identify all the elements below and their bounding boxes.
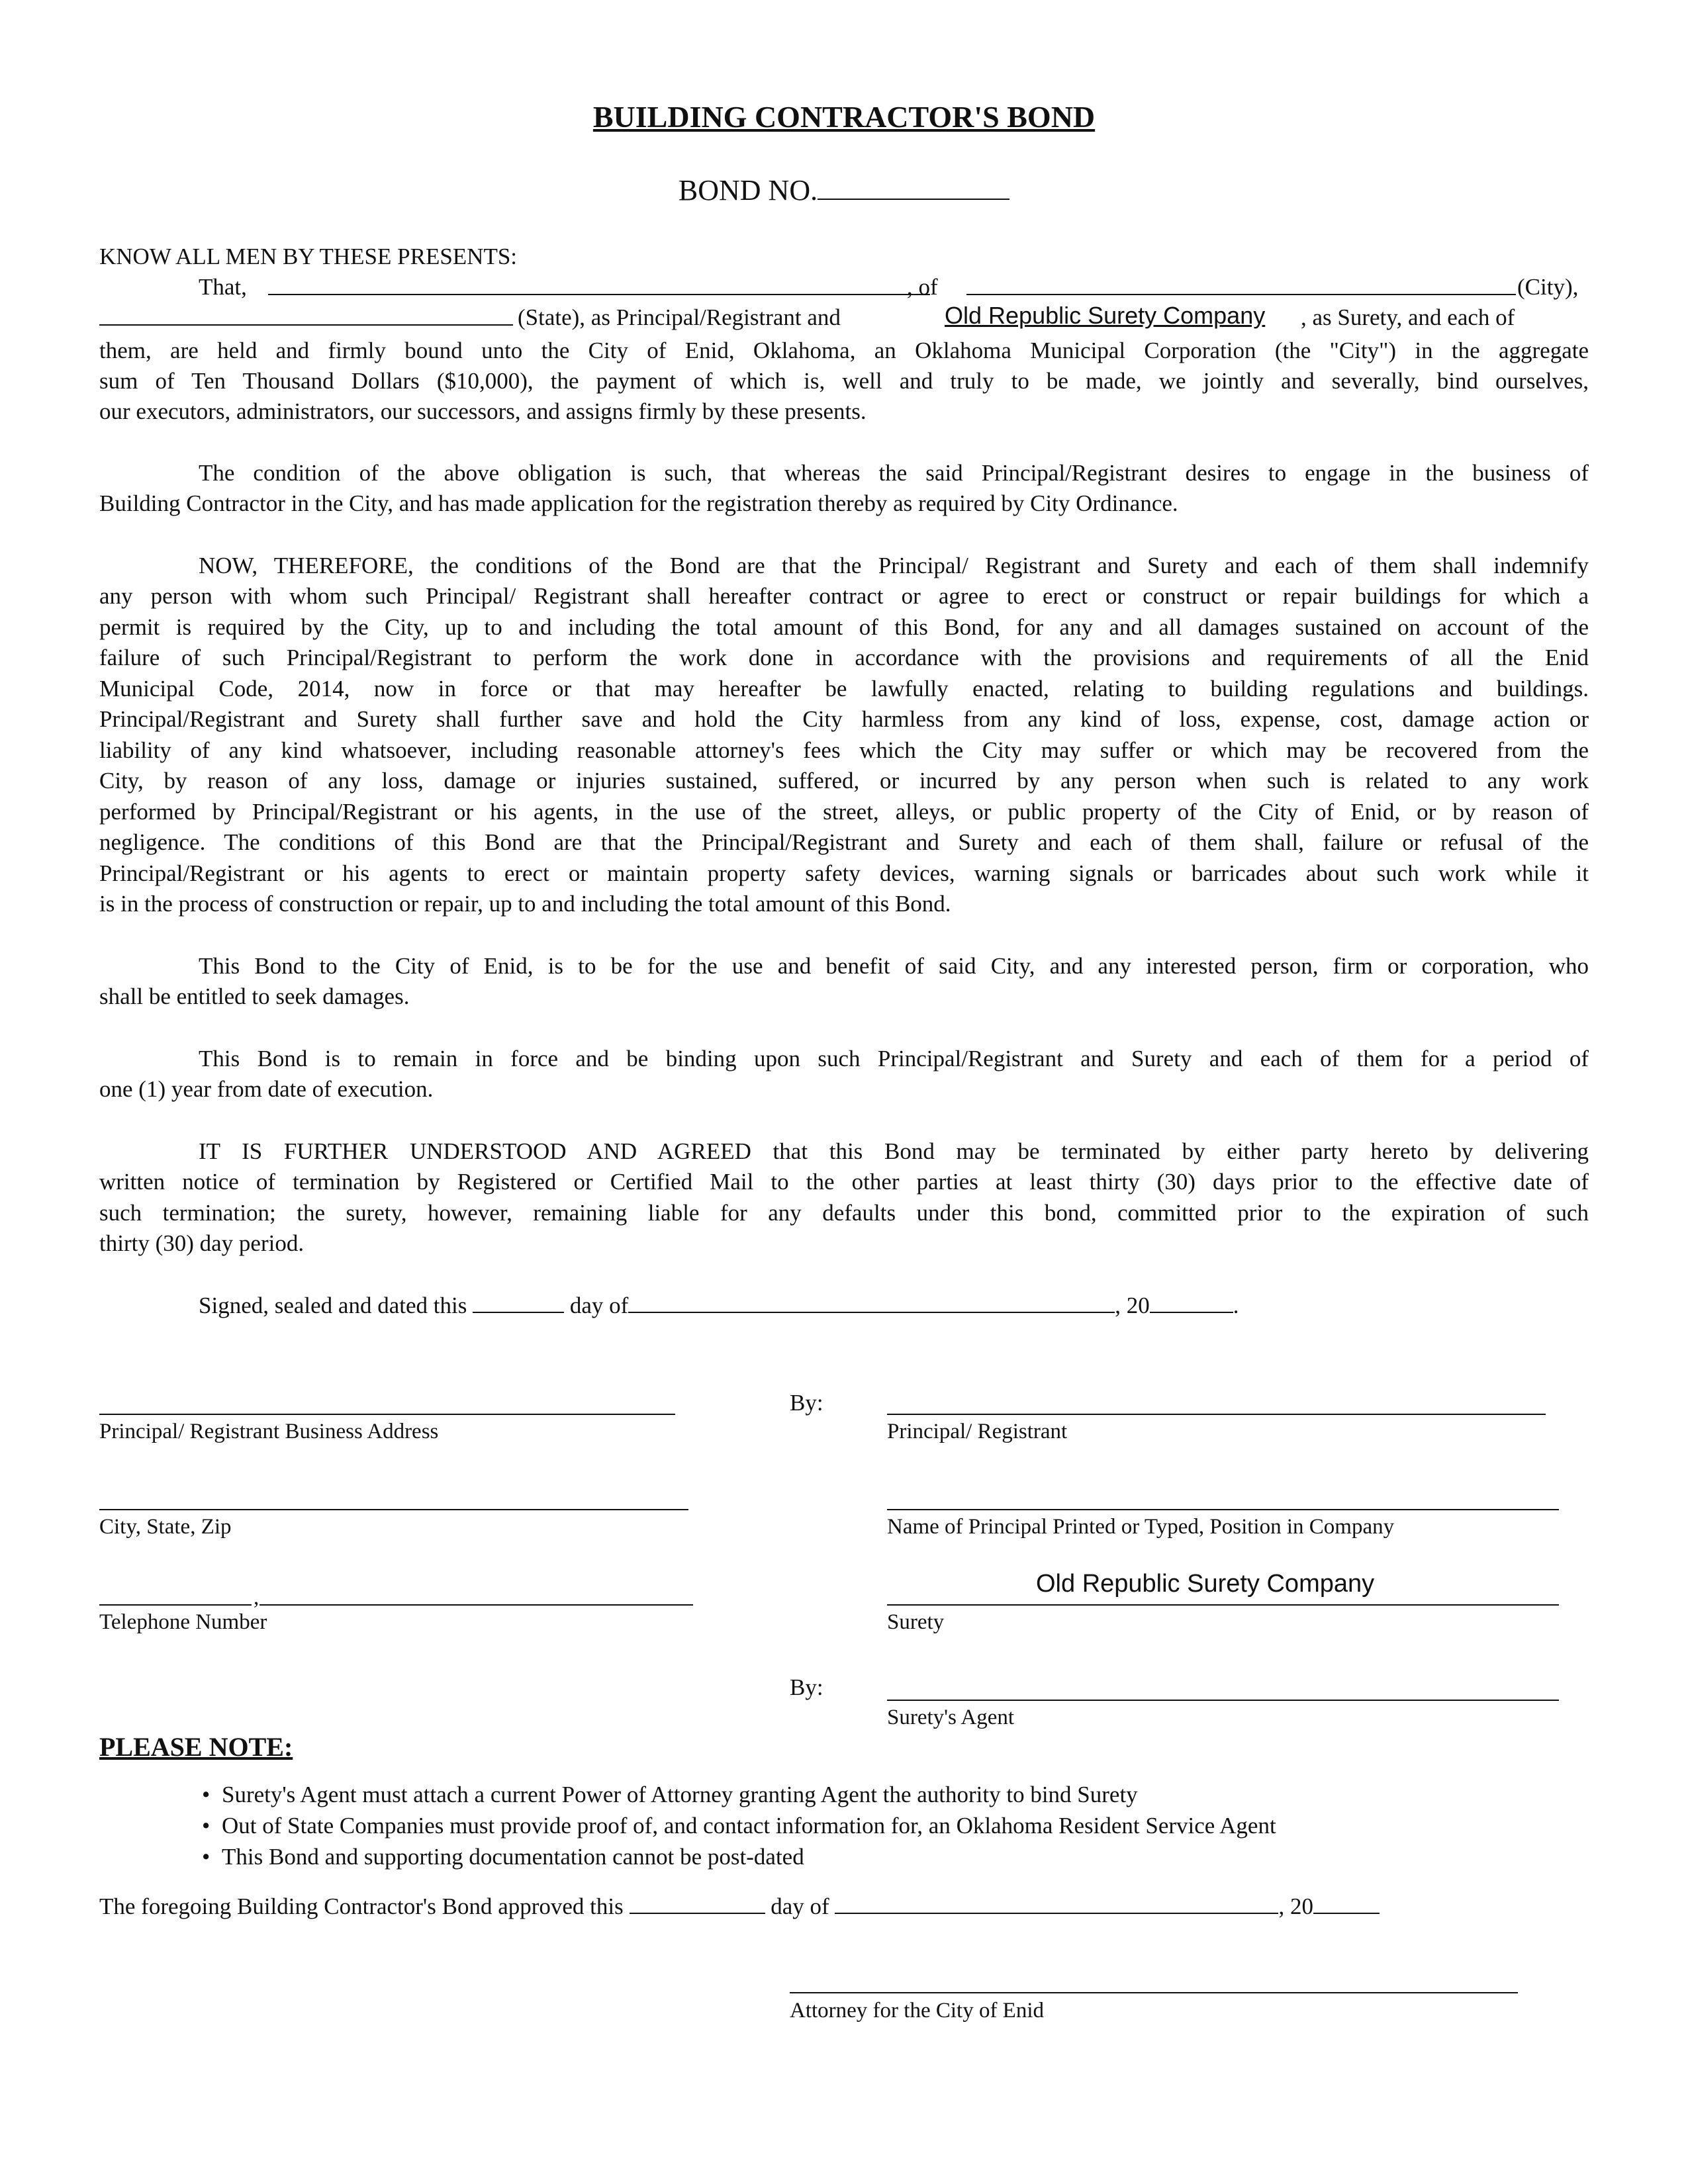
- para3-line: performed by Principal/Registrant or his agents, in the use of the street, alleys, or public property of the City of Enid, or by reason of: [99, 799, 1589, 825]
- approval-line: [99, 1891, 1380, 1920]
- para5-line1: This Bond is to remain in force and be binding upon such Principal/Registrant and Surety and each of them for a period of: [199, 1046, 1589, 1071]
- surety-fill-in: Old Republic Surety Company: [945, 302, 1266, 329]
- that-label: That,: [199, 274, 247, 300]
- para2-line1: The condition of the above obligation is such, that whereas the said Principal/Registrant desires to engage in the business of: [199, 460, 1589, 486]
- by-label-1: By:: [790, 1390, 823, 1416]
- para3-line: negligence. The conditions of this Bond are that the Principal/Registrant and Surety and each of them shall, failure or refusal of the: [99, 829, 1589, 855]
- signed-prefix: Signed, sealed and dated this: [199, 1293, 467, 1318]
- para2-line2: Building Contractor in the City, and has made application for the registration thereby as required by City Ordinance.: [99, 490, 1178, 516]
- para1-line5: our executors, administrators, our successors, and assigns firmly by these presents.: [99, 398, 867, 424]
- principal-name-line[interactable]: [887, 1509, 1559, 1510]
- bond-number-line: [0, 173, 1688, 207]
- bond-number-field[interactable]: [818, 177, 1009, 200]
- para1-line3: them, are held and firmly bound unto the City of Enid, Oklahoma, an Oklahoma Municipal Corporation (the "City") in the aggregate: [99, 338, 1589, 363]
- para3-line: liability of any kind whatsoever, including reasonable attorney's fees which the City may suffer or which may be recovered from the: [99, 737, 1589, 763]
- telephone-label: Telephone Number: [99, 1610, 267, 1634]
- business-address-label: Principal/ Registrant Business Address: [99, 1420, 439, 1443]
- approval-year-field[interactable]: [1313, 1891, 1380, 1914]
- principal-signature-line[interactable]: [887, 1414, 1546, 1415]
- intro-heading: KNOW ALL MEN BY THESE PRESENTS:: [99, 244, 518, 269]
- para4-line1: This Bond to the City of Enid, is to be for the use and benefit of said City, and any interested person, firm or corporation, who: [199, 953, 1589, 979]
- para3-line: Principal/Registrant and Surety shall further save and hold the City harmless from any kind of loss, expense, cost, damage action or: [99, 706, 1589, 732]
- para4-line2: shall be entitled to seek damages.: [99, 983, 410, 1009]
- para3-line: failure of such Principal/Registrant to perform the work done in accordance with the provisions and requirements of all the Enid: [99, 645, 1589, 670]
- principal-name-field[interactable]: [268, 294, 930, 295]
- city-state-zip-line[interactable]: [99, 1509, 688, 1510]
- approval-month-field[interactable]: [835, 1891, 1278, 1914]
- as-surety-text: , as Surety, and each of: [1301, 304, 1515, 330]
- city-state-zip-label: City, State, Zip: [99, 1515, 232, 1539]
- approval-day-of: day of: [771, 1893, 829, 1919]
- bond-number-label: BOND NO.: [678, 174, 818, 206]
- para6-line2: written notice of termination by Registered or Certified Mail to the other parties at least thirty (30) days prior to the effective date of: [99, 1169, 1589, 1195]
- principal-label: Principal/ Registrant: [887, 1420, 1068, 1443]
- state-text: (State), as Principal/Registrant and: [518, 304, 841, 330]
- signed-year-prefix: , 20: [1115, 1293, 1150, 1318]
- approval-prefix: The foregoing Building Contractor's Bond approved this: [99, 1893, 624, 1919]
- signed-period: .: [1233, 1293, 1239, 1318]
- signed-day-of: day of: [569, 1293, 629, 1318]
- para3-line: City, by reason of any loss, damage or injuries sustained, suffered, or incurred by any person when such is related to any work: [99, 768, 1589, 794]
- note-list: [202, 1779, 1276, 1872]
- para3-line: permit is required by the City, up to and including the total amount of this Bond, for any and all damages sustained on account of the: [99, 614, 1589, 640]
- signed-day-field[interactable]: [473, 1291, 564, 1313]
- by-label-2: By:: [790, 1674, 823, 1700]
- para6-line4: thirty (30) day period.: [99, 1230, 305, 1256]
- city-label: (City),: [1517, 274, 1579, 300]
- list-item: • This Bond and supporting documentation cannot be post-dated: [202, 1841, 1276, 1872]
- phone-separator: ,: [254, 1586, 259, 1610]
- para6-line1: IT IS FURTHER UNDERSTOOD AND AGREED that this Bond may be terminated by either party hereto by delivering: [199, 1138, 1589, 1164]
- phone-area-code-line[interactable]: [99, 1604, 252, 1606]
- approval-day-field[interactable]: [630, 1891, 765, 1914]
- signed-month-field[interactable]: [628, 1291, 1115, 1313]
- please-note-heading: PLEASE NOTE:: [99, 1732, 293, 1762]
- surety-agent-signature-line[interactable]: [887, 1700, 1559, 1701]
- attorney-label: Attorney for the City of Enid: [790, 1999, 1045, 2023]
- of-label: , of: [907, 274, 938, 300]
- surety-label: Surety: [887, 1610, 945, 1634]
- bullet-icon: •: [202, 1844, 211, 1870]
- para5-line2: one (1) year from date of execution.: [99, 1076, 434, 1102]
- bullet-icon: •: [202, 1813, 211, 1839]
- attorney-signature-line[interactable]: [790, 1992, 1518, 1993]
- signed-line: [199, 1291, 1239, 1319]
- list-item: • Out of State Companies must provide proof of, and contact information for, an Oklahoma Resident Service Agent: [202, 1810, 1276, 1841]
- approval-year-prefix: , 20: [1278, 1893, 1313, 1919]
- business-address-line[interactable]: [99, 1414, 675, 1415]
- city-field[interactable]: [966, 294, 1516, 295]
- para6-line3: such termination; the surety, however, remaining liable for any defaults under this bond, committed prior to the expiration of such: [99, 1200, 1589, 1226]
- list-item: • Surety's Agent must attach a current Power of Attorney granting Agent the authority to bind Surety: [202, 1779, 1276, 1810]
- signed-year-field[interactable]: [1150, 1291, 1233, 1313]
- surety-line[interactable]: [887, 1604, 1559, 1606]
- surety-name: Old Republic Surety Company: [1036, 1570, 1375, 1598]
- state-field[interactable]: [99, 324, 513, 326]
- bullet-icon: •: [202, 1782, 211, 1807]
- para3-line: is in the process of construction or repair, up to and including the total amount of this Bond.: [99, 891, 951, 917]
- phone-number-line[interactable]: [259, 1604, 693, 1606]
- surety-agent-label: Surety's Agent: [887, 1706, 1015, 1729]
- principal-name-label: Name of Principal Printed or Typed, Position in Company: [887, 1515, 1395, 1539]
- para3-line: Principal/Registrant or his agents to erect or maintain property safety devices, warning signals or barricades about such work while it: [99, 860, 1589, 886]
- para3-line: NOW, THEREFORE, the conditions of the Bond are that the Principal/ Registrant and Surety and each of them shall indemnify: [199, 553, 1589, 578]
- document-title: BUILDING CONTRACTOR'S BOND: [592, 100, 1096, 134]
- para3-line: any person with whom such Principal/ Registrant shall hereafter contract or agree to erect or construct or repair buildings for which a: [99, 583, 1589, 609]
- para3-line: Municipal Code, 2014, now in force or that may hereafter be lawfully enacted, relating to building regulations and buildings.: [99, 676, 1589, 702]
- para1-line4: sum of Ten Thousand Dollars ($10,000), the payment of which is, well and truly to be made, we jointly and severally, bind ourselves,: [99, 368, 1589, 394]
